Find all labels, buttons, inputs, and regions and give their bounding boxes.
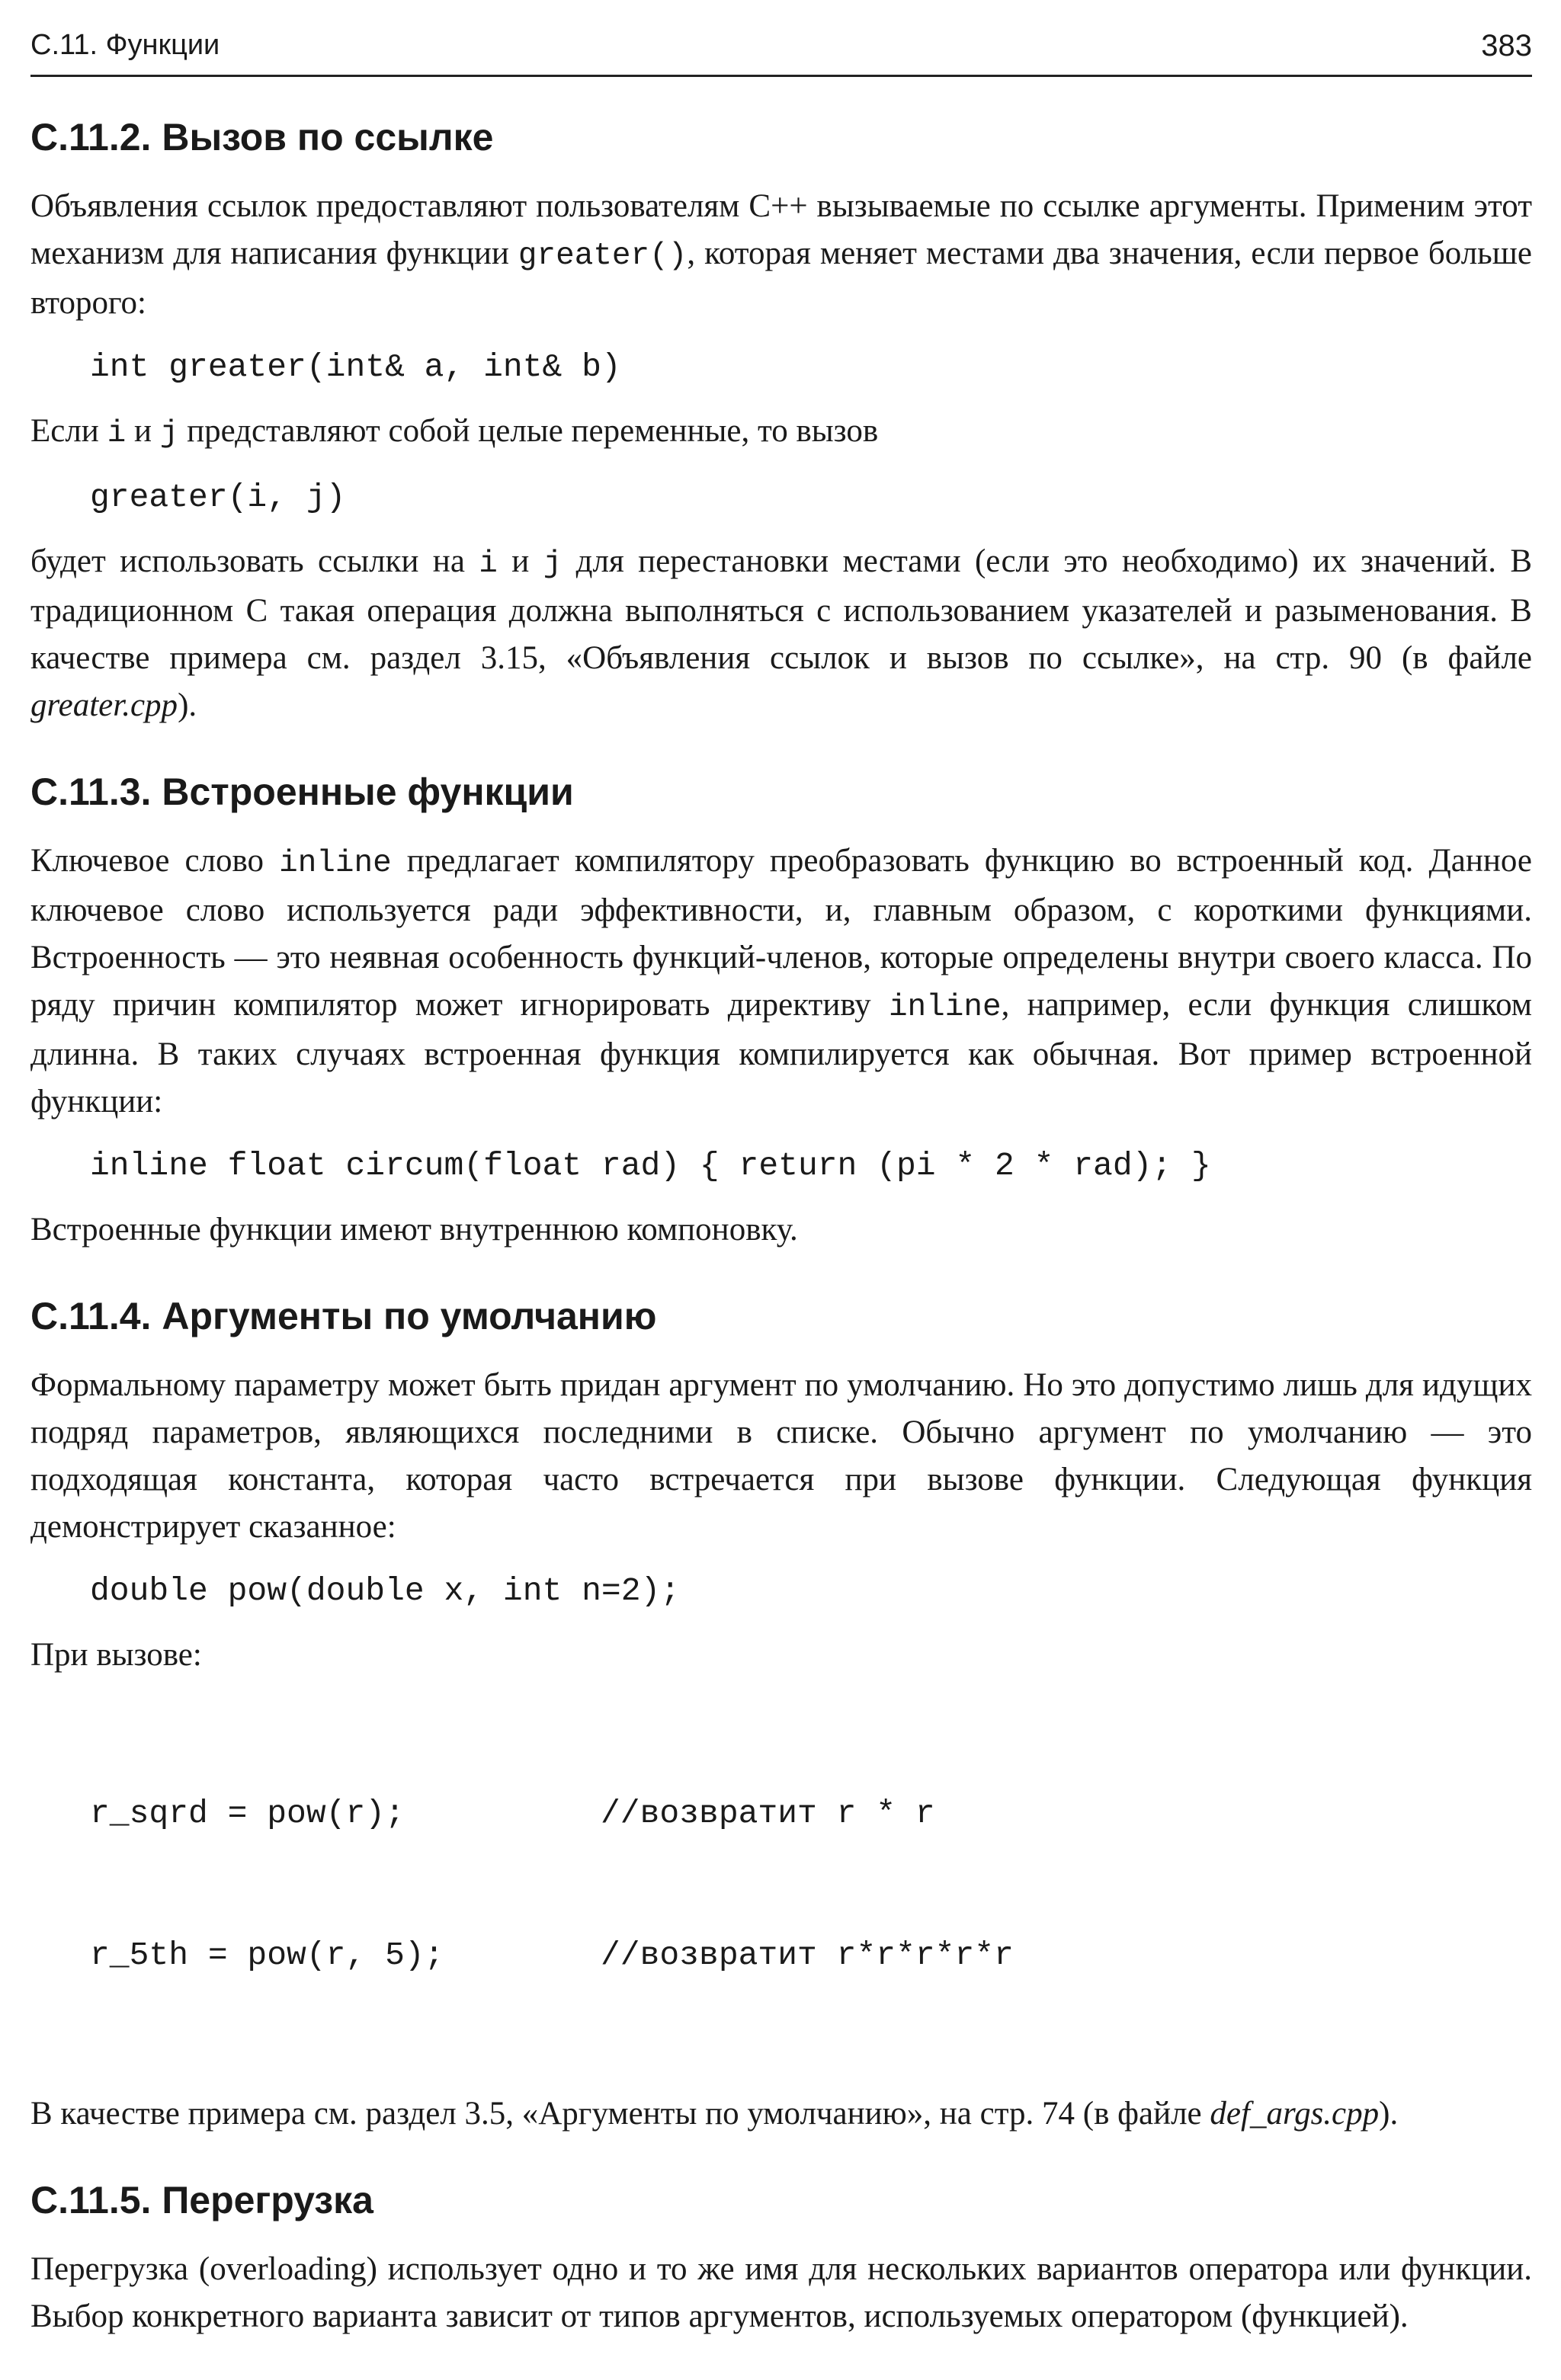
- inline-code: inline: [888, 990, 1002, 1025]
- running-title: C.11. Функции: [30, 29, 220, 61]
- code-statement: r_sqrd = pow(r);: [90, 1795, 405, 1832]
- code-block: int greater(int& a, int& b): [90, 348, 621, 386]
- file-name: greater.cpp: [30, 687, 178, 723]
- inline-code: i: [107, 416, 127, 451]
- section-call-by-reference: [30, 114, 1532, 729]
- page-content: [30, 114, 1532, 2380]
- inline-code: j: [543, 546, 563, 581]
- section-inline-functions: [30, 769, 1532, 1254]
- code-block: greater(i, j): [90, 479, 346, 516]
- section-overloading: [30, 2177, 1532, 2340]
- code-comment: //возвратит r * r: [601, 1795, 935, 1832]
- code-line: [90, 1932, 1532, 1979]
- paragraph: Встроенные функции имеют внутреннюю компоновку.: [30, 1212, 798, 1248]
- inline-code: inline: [279, 846, 392, 881]
- inline-code: j: [159, 416, 179, 451]
- code-block-calls: [90, 1696, 1532, 2074]
- code-line: [90, 1790, 1532, 1837]
- paragraph: Формальному параметру может быть придан аргумент по умолчанию. Но это допустимо лишь для идущих подряд параметров, являющихся последними в списке. Обычно аргумент по умолчанию — это подходящая константа, которая часто встречается при вызове функции. Следующая функция демонстрирует сказанное:: [30, 1367, 1532, 1545]
- page-number: 383: [1481, 29, 1532, 62]
- paragraph: При вызове:: [30, 1637, 202, 1673]
- section-title: C.11.3. Встроенные функции: [30, 770, 574, 813]
- code-block: double pow(double x, int n=2);: [90, 1572, 681, 1610]
- section-title: C.11.4. Аргументы по умолчанию: [30, 1295, 657, 1337]
- inline-code: greater(): [518, 239, 688, 274]
- section-title: C.11.5. Перегрузка: [30, 2179, 373, 2221]
- code-statement: r_5th = pow(r, 5);: [90, 1936, 444, 1974]
- section-default-arguments: [30, 1293, 1532, 2138]
- paragraph: Объявления ссылок предоставляют пользователям C++ вызываемые по ссылке аргументы. Применим этот механизм для написания функции greater(), которая меняет местами два значения, если первое больше второго:: [30, 188, 1532, 321]
- paragraph: Если i и j представляют собой целые переменные, то вызов: [30, 413, 879, 451]
- inline-code: i: [479, 546, 498, 581]
- section-title: C.11.2. Вызов по ссылке: [30, 116, 494, 159]
- code-block: inline float circum(float rad) { return (pi * 2 * rad); }: [90, 1147, 1211, 1184]
- paragraph: Ключевое слово inline предлагает компилятору преобразовать функцию во встроенный код. Данное ключевое слово используется ради эффективности, и, главным образом, с короткими функциями. Встроенность — это неявная особенность функций-членов, которые определены внутри своего класса. По ряду причин компилятор может игнорировать директиву inline, например, если функция слишком длинна. В таких случаях встроенная функция компилируется как обычная. Вот пример встроенной функции:: [30, 843, 1533, 1120]
- paragraph: будет использовать ссылки на i и j для перестановки местами (если это необходимо) их значений. В традиционном C такая операция должна выполняться с использованием указателей и разыменования. В качестве примера см. раздел 3.15, «Объявления ссылок и вызов по ссылке», на стр. 90 (в файле greater.cpp).: [30, 543, 1533, 723]
- code-comment: //возвратит r*r*r*r*r: [601, 1936, 1014, 1974]
- paragraph: Перегрузка (overloading) использует одно и то же имя для нескольких вариантов оператора или функции. Выбор конкретного варианта зависит от типов аргументов, используемых оператором (функцией).: [30, 2251, 1532, 2334]
- page-header: [30, 21, 1532, 77]
- file-name: def_args.cpp: [1210, 2096, 1380, 2132]
- paragraph: В качестве примера см. раздел 3.5, «Аргументы по умолчанию», на стр. 74 (в файле def_args.cpp).: [30, 2096, 1399, 2132]
